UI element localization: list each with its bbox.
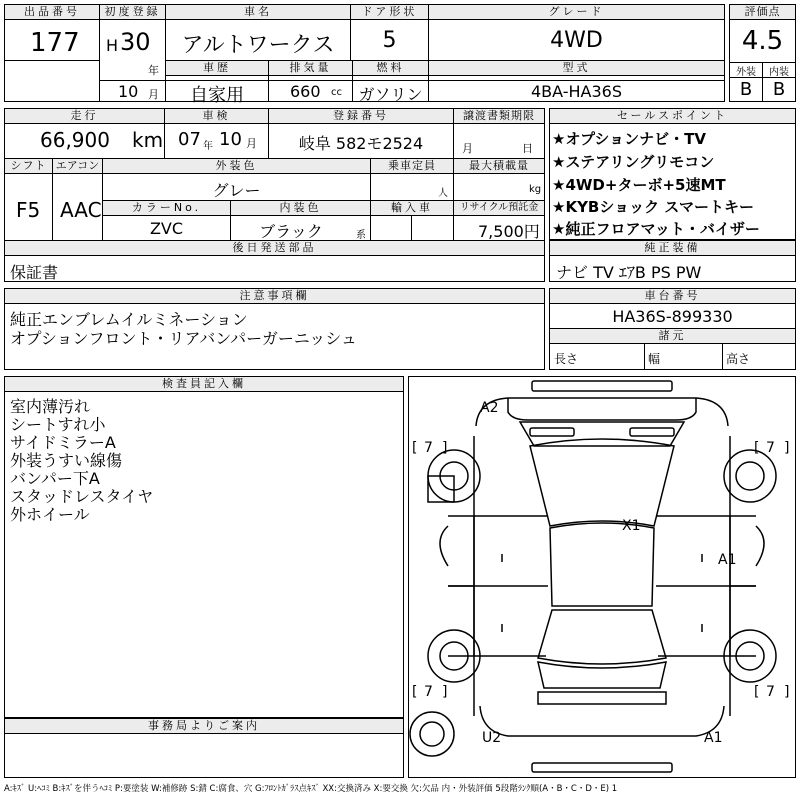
displacement: 660 — [290, 82, 321, 101]
sales-points-label: セールスポイント — [550, 109, 795, 124]
first-reg-year: 30 — [120, 28, 151, 56]
model-label: 型式 — [429, 61, 724, 76]
interior-color-unit: 系 — [356, 230, 366, 241]
transfer-label: 譲渡書類期限 — [454, 109, 544, 124]
notes-line: オプションフロント・リアバンパーガーニッシュ — [10, 329, 357, 348]
inspector-line: 室内薄汚れ — [10, 397, 91, 416]
inspector-line: 外装うすい線傷 — [10, 451, 123, 470]
tread-bracket: [ — [754, 684, 760, 700]
chassis-number: HA36S-899330 — [612, 307, 733, 326]
first-reg-era: H — [106, 36, 119, 55]
history-label: 車歴 — [166, 61, 268, 76]
tread-bracket: [ — [412, 440, 418, 456]
inspector-line: シートすれ小 — [10, 415, 106, 434]
sales-point-item: ★4WD+ターボ+5速MT — [552, 176, 726, 194]
lot-label: 出品番号 — [5, 5, 99, 20]
length-label: 長さ — [554, 352, 579, 366]
damage-mark-x1: X1 — [622, 518, 641, 534]
damage-mark-a2: A2 — [480, 400, 499, 416]
inspector-line: バンパー下A — [10, 469, 100, 488]
interior-color-label: 内装色 — [231, 201, 370, 216]
plate-label: 登録番号 — [269, 109, 453, 124]
tread-depth: 7 — [766, 684, 775, 700]
model: 4BA-HA36S — [530, 82, 622, 101]
tread-depth: 7 — [424, 440, 433, 456]
ext-score: B — [739, 79, 753, 100]
lot-number: 177 — [30, 28, 80, 58]
damage-mark-a1-right: A1 — [718, 552, 737, 568]
history: 自家用 — [190, 85, 244, 106]
damage-mark-a1-bottom: A1 — [704, 730, 723, 746]
inspector-label: 検査員記入欄 — [5, 377, 403, 392]
interior-color: ブラック — [259, 222, 323, 241]
shift: F5 — [16, 198, 41, 222]
tread-bracket: ] — [442, 684, 448, 700]
genuine-equipment: ナビ TV ｴｱB PS PW — [556, 263, 702, 282]
damage-mark-u2: U2 — [482, 730, 502, 746]
height-label: 高さ — [726, 352, 751, 366]
door-label: ドア形状 — [351, 5, 428, 20]
tread-bracket: ] — [442, 440, 448, 456]
color-no: ZVC — [149, 219, 184, 238]
car-name: アルトワークス — [181, 33, 335, 58]
inspector-line: スタッドレスタイヤ — [10, 487, 154, 506]
grade: 4WD — [550, 28, 603, 53]
notes-line: 純正エンブレムイルミネーション — [10, 310, 248, 329]
max-load-unit: kg — [529, 184, 542, 195]
office-label: 事務局よりご案内 — [5, 719, 403, 734]
displacement-unit: cc — [331, 87, 342, 98]
door-type: 5 — [382, 28, 397, 53]
capacity-unit: 人 — [438, 188, 448, 199]
mileage-label: 走行 — [5, 109, 164, 124]
recycle-fee: 7,500円 — [478, 222, 540, 241]
max-load-label: 最大積載量 — [454, 159, 544, 174]
score-label: 評価点 — [730, 5, 795, 20]
score: 4.5 — [741, 26, 784, 56]
dims-label: 諸元 — [550, 329, 795, 344]
fuel: ガソリン — [358, 85, 423, 104]
tread-bracket: [ — [754, 440, 760, 456]
recycle-label: リサイクル預託金 — [454, 201, 544, 216]
legend: A:ｷｽﾞ U:ﾍｺﾐ B:ｷｽﾞを伴うﾍｺﾐ P:要塗装 W:補修跡 S:錆 C:腐食、穴 G:ﾌﾛﾝﾄｶﾞﾗｽ点ｷｽﾞ XX:交換済み X:要交換 欠:欠品 内・外装評価 5段階ﾗﾝｸ順(A・B・C・D・E) 1 — [4, 784, 618, 794]
chassis-label: 車台番号 — [550, 289, 795, 304]
transfer-day-unit: 日 — [522, 142, 533, 155]
inspection-month-unit: 月 — [246, 137, 257, 150]
sales-point-item: ★オプションナビ・TV — [552, 130, 706, 148]
tread-bracket: ] — [784, 684, 790, 700]
car-diagram — [408, 376, 796, 778]
inspection-year: 07 — [178, 129, 201, 150]
tread-bracket: ] — [784, 440, 790, 456]
notes-label: 注意事項欄 — [5, 289, 544, 304]
transfer-month-unit: 月 — [462, 142, 473, 155]
ext-score-label: 外装 — [736, 67, 756, 78]
displacement-label: 排気量 — [269, 61, 352, 76]
tread-bracket: [ — [412, 684, 418, 700]
fuel-label: 燃料 — [353, 61, 428, 76]
tread-depth: 7 — [766, 440, 775, 456]
exterior-color-label: 外装色 — [103, 159, 370, 174]
grade-label: グレード — [429, 5, 724, 20]
ac-label: エアコン — [53, 159, 102, 174]
inspection-month: 10 — [219, 129, 242, 150]
plate-number: 岐阜 582モ2524 — [298, 134, 424, 153]
later-parts: 保証書 — [10, 263, 59, 282]
width-label: 幅 — [648, 352, 661, 366]
inspection-year-unit: 年 — [203, 141, 213, 152]
sales-point-item: ★ステアリングリモコン — [552, 153, 715, 171]
import-label: 輸入車 — [371, 201, 453, 216]
inspector-line: サイドミラーA — [10, 433, 116, 452]
exterior-color: グレー — [212, 181, 261, 200]
first-reg-month: 10 — [118, 82, 139, 101]
sales-point-item: ★純正フロアマット・バイザー — [552, 220, 760, 238]
first-reg-month-unit: 月 — [148, 88, 159, 101]
mileage: 66,900 — [40, 128, 110, 152]
genuine-label: 純正装備 — [550, 241, 795, 256]
sales-point-item: ★KYBショック スマートキー — [552, 198, 754, 216]
tread-depth: 7 — [424, 684, 433, 700]
mileage-unit: km — [132, 128, 164, 152]
ac: AAC — [60, 198, 102, 222]
inspection-label: 車検 — [165, 109, 268, 124]
int-score-label: 内装 — [769, 67, 789, 78]
first-reg-label: 初度登録 — [100, 5, 165, 20]
car-name-label: 車名 — [166, 5, 350, 20]
int-score: B — [772, 79, 786, 100]
first-reg-year-unit: 年 — [148, 64, 159, 77]
later-parts-label: 後日発送部品 — [5, 241, 544, 256]
color-no-label: カラーNo. — [103, 201, 230, 216]
shift-label: シフト — [5, 159, 52, 174]
capacity-label: 乗車定員 — [371, 159, 453, 174]
inspector-line: 外ホイール — [10, 505, 90, 524]
